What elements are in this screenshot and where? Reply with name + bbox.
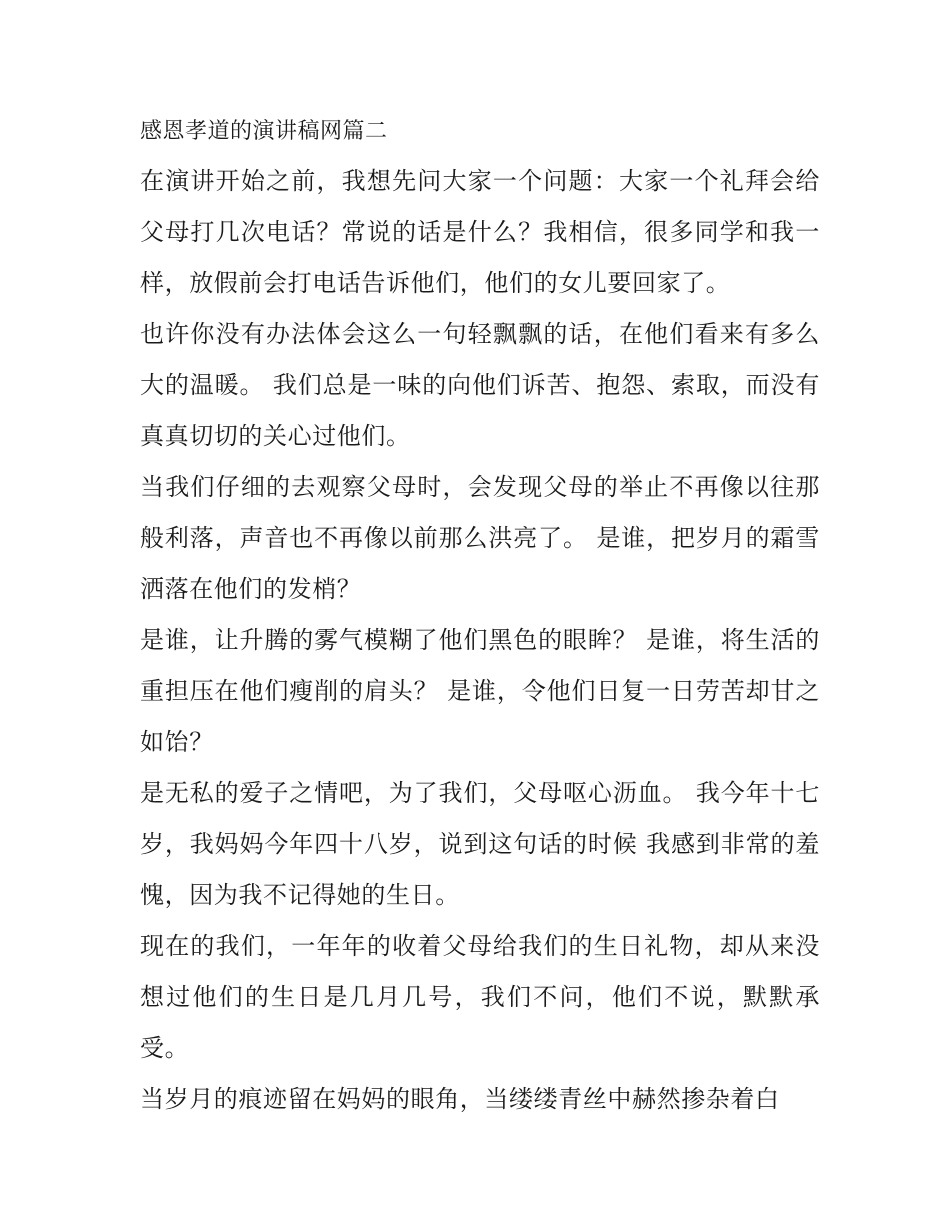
paragraph-4: 是谁，让升腾的雾气模糊了他们黑色的眼眸？ 是谁，将生活的重担压在他们瘦削的肩头？ 是谁，令他们日复一日劳苦却甘之如饴？	[140, 626, 820, 756]
paragraph-1: 在演讲开始之前，我想先问大家一个问题：大家一个礼拜会给父母打几次电话？常说的话是什么？我相信，很多同学和我一样，放假前会打电话告诉他们，他们的女儿要回家了。	[140, 167, 820, 297]
document-page	[140, 108, 820, 1125]
document-title: 感恩孝道的演讲稿网篇二	[140, 119, 388, 144]
paragraph-2: 也许你没有办法体会这么一句轻飘飘的话，在他们看来有多么大的温暖。 我们总是一味的向他们诉苦、抱怨、索取，而没有真真切切的关心过他们。	[140, 320, 820, 450]
paragraph-7: 当岁月的痕迹留在妈妈的眼角，当缕缕青丝中赫然掺杂着白	[140, 1085, 780, 1113]
paragraph-5: 是无私的爱子之情吧，为了我们，父母呕心沥血。 我今年十七岁，我妈妈今年四十八岁，说到这句话的时候 我感到非常的羞愧，因为我不记得她的生日。	[140, 779, 820, 909]
paragraph-3: 当我们仔细的去观察父母时，会发现父母的举止不再像以往那般利落，声音也不再像以前那么洪亮了。 是谁，把岁月的霜雪洒落在他们的发梢？	[140, 473, 820, 603]
paragraph-6: 现在的我们，一年年的收着父母给我们的生日礼物，却从来没想过他们的生日是几月几号，我们不问，他们不说，默默承受。	[140, 932, 820, 1062]
